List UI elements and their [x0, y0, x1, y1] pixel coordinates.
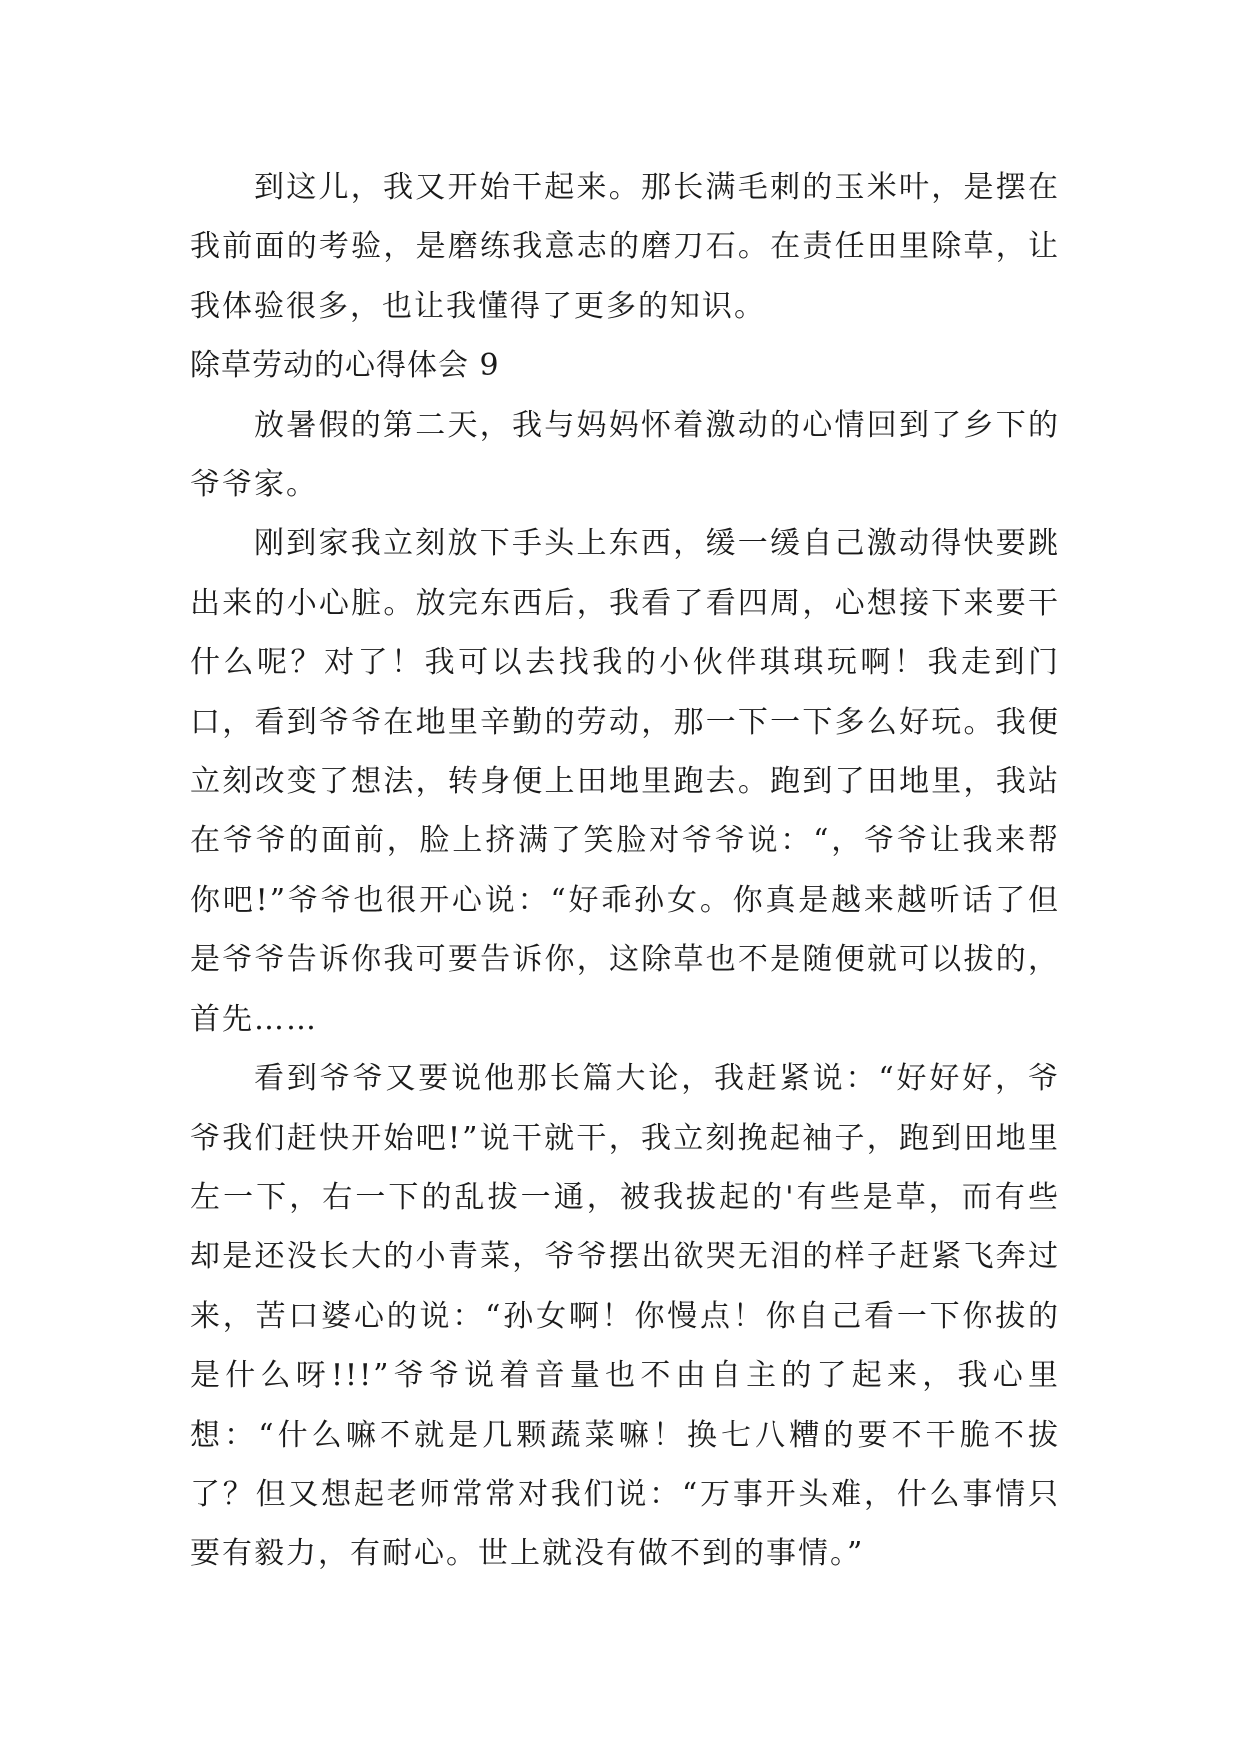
paragraph-1: 到这儿，我又开始干起来。那长满毛刺的玉米叶，是摆在我前面的考验，是磨练我意志的磨刀石。在责任田里除草，让我体验很多，也让我懂得了更多的知识。: [190, 170, 1060, 324]
paragraph-3: 刚到家我立刻放下手头上东西，缓一缓自己激动得快要跳出来的小心脏。放完东西后，我看了看四周，心想接下来要干什么呢？对了！我可以去找我的小伙伴琪琪玩啊！我走到门口，看到爷爷在地里辛勤的劳动，那一下一下多么好玩。我便立刻改变了想法，转身便上田地里跑去。跑到了田地里，我站在爷爷的面前，脸上挤满了笑脸对爷爷说：“，爷爷让我来帮你吧!”爷爷也很开心说：“好乖孙女。你真是越来越听话了但是爷爷告诉你我可要告诉你，这除草也不是随便就可以拔的，首先……: [190, 526, 1060, 1037]
document-body: [190, 158, 1060, 1584]
paragraph-4: 看到爷爷又要说他那长篇大论，我赶紧说：“好好好，爷爷我们赶快开始吧!”说干就干，我立刻挽起袖子，跑到田地里左一下，右一下的乱拔一通，被我拔起的'有些是草，而有些却是还没长大的小青菜，爷爷摆出欲哭无泪的样子赶紧飞奔过来，苦口婆心的说：“孙女啊！你慢点！你自己看一下你拔的是什么呀!!!”爷爷说着音量也不由自主的了起来，我心里想：“什么嘛不就是几颗蔬菜嘛！换七八糟的要不干脆不拔了？但又想起老师常常对我们说：“万事开头难，什么事情只要有毅力，有耐心。世上就没有做不到的事情。”: [190, 1061, 1060, 1572]
section-heading: 除草劳动的心得体会 9: [190, 348, 500, 384]
paragraph-2: 放暑假的第二天，我与妈妈怀着激动的心情回到了乡下的爷爷家。: [190, 407, 1060, 503]
